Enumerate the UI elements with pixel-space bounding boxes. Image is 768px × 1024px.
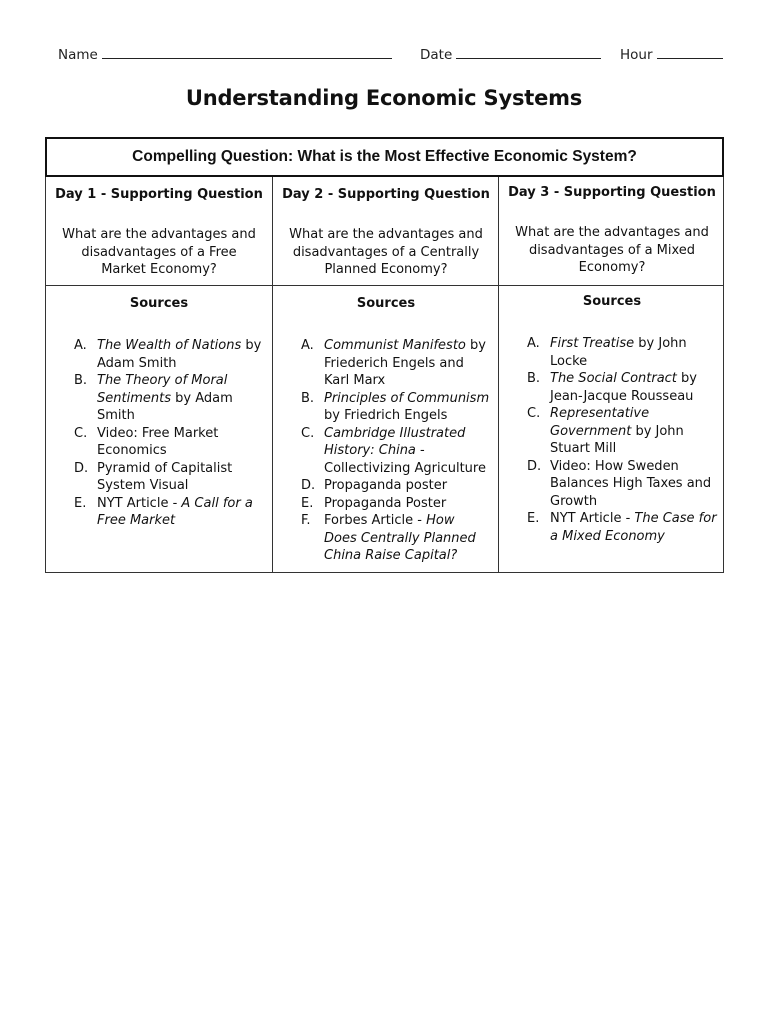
source-marker: E. (74, 495, 87, 511)
day-2-question-cell (273, 177, 499, 285)
source-item (46, 495, 272, 530)
source-text: by John Locke (550, 336, 687, 369)
source-item (46, 337, 272, 372)
name-blank[interactable] (102, 44, 392, 59)
day-1-question-cell (46, 177, 272, 285)
source-item (46, 372, 272, 425)
source-text: by Friederich Engels and Karl Marx (324, 338, 486, 388)
compelling-question: Compelling Question: What is the Most Effective Economic System? (45, 137, 724, 177)
day-2-column (272, 177, 499, 572)
source-text: by John Stuart Mill (550, 423, 684, 456)
source-text: NYT Article - (97, 495, 182, 511)
source-item (273, 337, 499, 390)
source-text: Forbes Article - (324, 513, 427, 528)
source-item (499, 405, 725, 458)
source-marker: D. (527, 458, 542, 474)
day-1-column (46, 177, 272, 572)
source-title: Principles of Communism (324, 390, 490, 406)
source-text: by Adam Smith (97, 390, 233, 423)
source-item (273, 390, 499, 425)
day-1-question: What are the advantages and disadvantages of a Free Market Economy? (62, 227, 256, 277)
date-field[interactable] (420, 44, 601, 63)
source-marker: A. (301, 338, 314, 353)
source-item (273, 512, 499, 565)
hour-field[interactable] (620, 44, 723, 63)
source-title: The Case for a Mixed Economy (550, 511, 717, 544)
day-2-sources-list (273, 337, 499, 565)
source-marker: B. (301, 390, 315, 406)
day-2-sources-cell (273, 286, 499, 565)
source-marker: C. (527, 406, 541, 421)
name-field[interactable] (58, 44, 392, 63)
source-title: The Wealth of Nations (97, 338, 242, 353)
day-1-sources-cell (46, 286, 272, 530)
source-marker: A. (74, 338, 87, 353)
source-text: by Jean-Jacque Rousseau (550, 371, 697, 404)
source-text: by Friedrich Engels (324, 408, 448, 423)
page-title: Understanding Economic Systems (185, 86, 583, 110)
source-text: Video: How Sweden Balances High Taxes and Growth (550, 458, 712, 509)
day-3-sources-cell (499, 286, 725, 545)
source-item (499, 335, 725, 370)
day-3-question: What are the advantages and disadvantages of a Mixed Economy? (515, 225, 709, 275)
source-title: The Theory of Moral Sentiments (97, 373, 228, 406)
source-marker: B. (527, 371, 541, 386)
source-item (46, 425, 272, 460)
source-marker: E. (527, 511, 540, 526)
supporting-questions-table (45, 177, 724, 573)
source-item (273, 477, 499, 495)
day-2-sources-title: Sources (356, 296, 416, 311)
day-2-question: What are the advantages and disadvantages of a Centrally Planned Economy? (289, 227, 483, 277)
source-title: The Social Contract (550, 371, 677, 386)
source-item (273, 495, 499, 513)
date-label: Date (420, 47, 453, 63)
day-1-sources-title: Sources (129, 296, 189, 311)
day-1-sources-list (46, 337, 272, 530)
source-item (46, 460, 272, 495)
source-text: - Collectivizing Agriculture (324, 443, 486, 476)
hour-label: Hour (620, 47, 653, 63)
source-item (273, 425, 499, 478)
source-title: First Treatise (550, 336, 635, 351)
source-title: How Does Centrally Planned China Raise Capital? (324, 513, 476, 563)
source-marker: B. (74, 373, 88, 388)
source-text: Video: Free Market Economics (97, 425, 219, 458)
source-text: Pyramid of Capitalist System Visual (97, 460, 233, 493)
source-marker: C. (74, 425, 88, 441)
student-info-line (58, 44, 722, 66)
hour-blank[interactable] (657, 44, 723, 59)
day-3-question-cell (499, 177, 725, 285)
day-1-title: Day 1 - Supporting Question (55, 187, 263, 202)
source-marker: D. (74, 460, 89, 476)
source-title: Communist Manifesto (324, 338, 466, 353)
day-3-sources-title: Sources (582, 294, 642, 309)
day-3-title: Day 3 - Supporting Question (508, 185, 716, 200)
day-3-column (498, 177, 725, 572)
source-title: Representative Government (550, 406, 650, 439)
source-marker: C. (301, 425, 315, 441)
source-marker: A. (527, 336, 540, 351)
source-item (499, 510, 725, 545)
source-text: by Adam Smith (97, 338, 262, 371)
source-text: Propaganda Poster (324, 495, 447, 511)
source-item (499, 370, 725, 405)
source-title: A Call for a Free Market (97, 495, 253, 528)
source-item (499, 458, 725, 511)
source-text: Propaganda poster (324, 478, 448, 493)
date-blank[interactable] (456, 44, 601, 59)
source-marker: E. (301, 495, 314, 511)
source-title: Cambridge Illustrated History: China (324, 425, 466, 458)
name-label: Name (58, 47, 98, 63)
day-3-sources-list (499, 335, 725, 545)
day-2-title: Day 2 - Supporting Question (282, 187, 490, 202)
source-marker: F. (301, 513, 311, 528)
source-text: NYT Article - (550, 511, 635, 526)
source-marker: D. (301, 478, 316, 493)
